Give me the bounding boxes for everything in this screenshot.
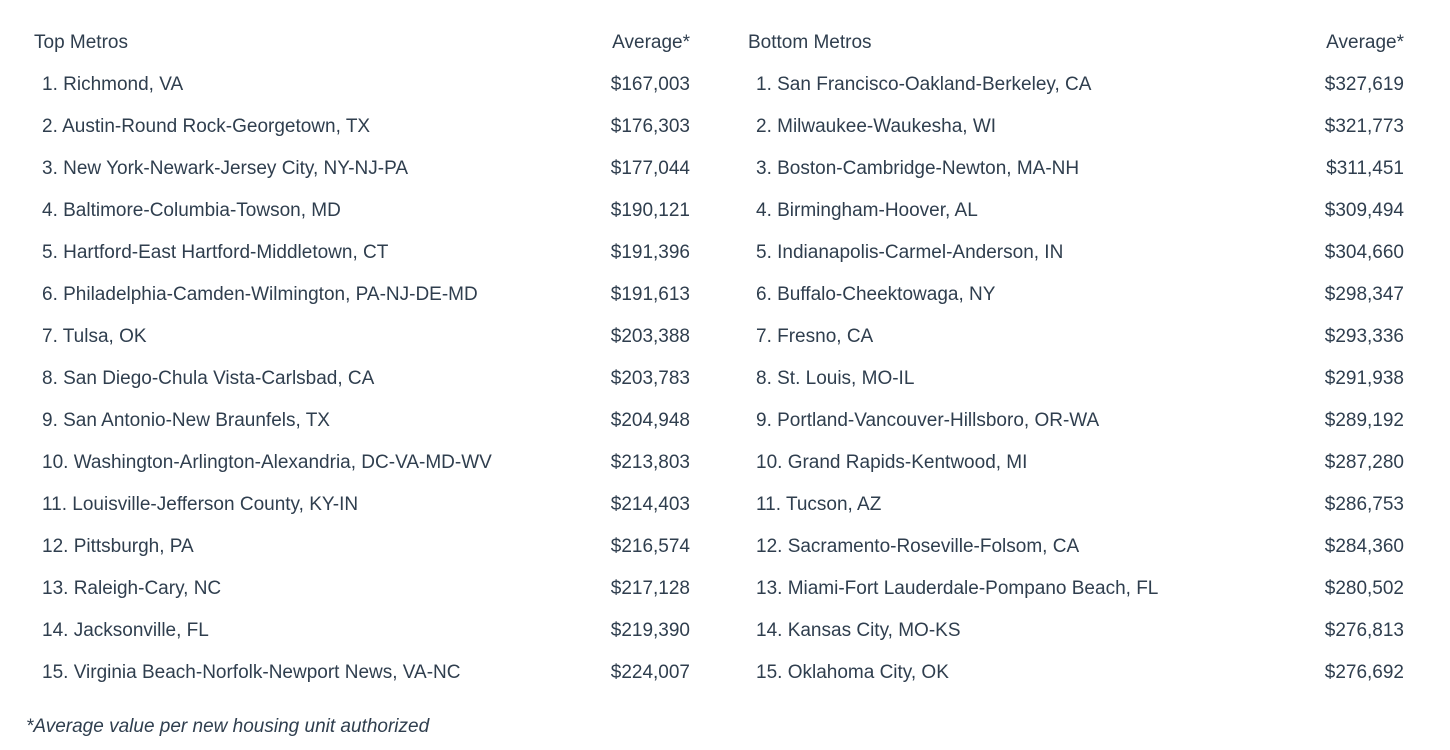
table-row (26, 316, 698, 358)
table-header-row (740, 22, 1412, 64)
metro-name: 11. Tucson, AZ (756, 494, 882, 515)
top-metros-body (26, 64, 698, 694)
table-row (26, 106, 698, 148)
metro-average-value: $219,390 (610, 620, 690, 641)
bottom-metros-header: Bottom Metros (748, 32, 872, 53)
metro-average-value: $213,803 (610, 452, 690, 473)
metro-name: 10. Grand Rapids-Kentwood, MI (756, 452, 1028, 473)
metro-average-value: $224,007 (610, 662, 690, 683)
metro-average-value: $280,502 (1324, 578, 1404, 599)
metro-average-value: $177,044 (610, 158, 690, 179)
metro-name: 13. Raleigh-Cary, NC (42, 578, 222, 599)
metro-average-value: $217,128 (610, 578, 690, 599)
metro-name: 15. Virginia Beach-Norfolk-Newport News, VA-NC (42, 662, 461, 683)
metro-average-value: $191,396 (610, 242, 690, 263)
metro-average-value: $216,574 (610, 536, 690, 557)
top-metros-table (26, 22, 698, 694)
metro-name: 12. Pittsburgh, PA (42, 536, 194, 557)
metro-name: 2. Austin-Round Rock-Georgetown, TX (42, 116, 371, 137)
metro-name: 7. Fresno, CA (756, 326, 874, 347)
metro-name: 6. Buffalo-Cheektowaga, NY (756, 284, 996, 305)
metro-name: 5. Hartford-East Hartford-Middletown, CT (42, 242, 389, 263)
table-row (26, 526, 698, 568)
table-row (740, 358, 1412, 400)
table-row (26, 358, 698, 400)
metro-average-value: $327,619 (1324, 74, 1404, 95)
table-row (740, 652, 1412, 694)
table-row (26, 232, 698, 274)
metro-average-value: $204,948 (610, 410, 690, 431)
table-row (26, 274, 698, 316)
metro-average-value: $304,660 (1324, 242, 1404, 263)
table-row (740, 400, 1412, 442)
table-row (740, 232, 1412, 274)
metro-average-value: $190,121 (610, 200, 690, 221)
metro-name: 8. St. Louis, MO-IL (756, 368, 915, 389)
metro-average-value: $298,347 (1324, 284, 1404, 305)
metro-name: 11. Louisville-Jefferson County, KY-IN (42, 494, 359, 515)
table-row (740, 526, 1412, 568)
metro-name: 4. Birmingham-Hoover, AL (756, 200, 978, 221)
metro-name: 10. Washington-Arlington-Alexandria, DC-VA-MD-WV (42, 452, 492, 473)
metro-average-value: $289,192 (1324, 410, 1404, 431)
metro-average-value: $293,336 (1324, 326, 1404, 347)
table-row (26, 568, 698, 610)
metro-average-value: $167,003 (610, 74, 690, 95)
table-row (740, 106, 1412, 148)
bottom-metros-body (740, 64, 1412, 694)
metro-average-value: $311,451 (1326, 158, 1404, 179)
metro-average-value: $287,280 (1324, 452, 1404, 473)
metro-name: 15. Oklahoma City, OK (756, 662, 949, 683)
table-row (26, 190, 698, 232)
metro-average-value: $286,753 (1324, 494, 1404, 515)
metro-average-value: $276,692 (1324, 662, 1404, 683)
metro-name: 9. Portland-Vancouver-Hillsboro, OR-WA (756, 410, 1100, 431)
metro-average-value: $203,388 (610, 326, 690, 347)
metro-name: 9. San Antonio-New Braunfels, TX (42, 410, 330, 431)
metro-average-value: $191,613 (610, 284, 690, 305)
metro-name: 5. Indianapolis-Carmel-Anderson, IN (756, 242, 1064, 263)
metro-name: 3. Boston-Cambridge-Newton, MA-NH (756, 158, 1080, 179)
metro-average-value: $214,403 (610, 494, 690, 515)
table-row (26, 610, 698, 652)
top-average-header: Average* (612, 32, 690, 53)
table-row (26, 442, 698, 484)
table-row (740, 568, 1412, 610)
metro-name: 3. New York-Newark-Jersey City, NY-NJ-PA (42, 158, 409, 179)
metro-name: 12. Sacramento-Roseville-Folsom, CA (756, 536, 1080, 557)
table-row (740, 190, 1412, 232)
metro-average-value: $309,494 (1324, 200, 1404, 221)
table-row (740, 148, 1412, 190)
metro-name: 14. Jacksonville, FL (42, 620, 209, 641)
table-row (740, 484, 1412, 526)
table-row (740, 316, 1412, 358)
metro-tables (26, 22, 1416, 694)
table-row (26, 148, 698, 190)
metro-name: 7. Tulsa, OK (42, 326, 147, 347)
metro-average-value: $291,938 (1324, 368, 1404, 389)
metro-average-value: $276,813 (1324, 620, 1404, 641)
metro-name: 6. Philadelphia-Camden-Wilmington, PA-NJ-DE-MD (42, 284, 478, 305)
metro-name: 8. San Diego-Chula Vista-Carlsbad, CA (42, 368, 375, 389)
metro-name: 13. Miami-Fort Lauderdale-Pompano Beach, FL (756, 578, 1159, 599)
table-row (740, 610, 1412, 652)
table-header-row (26, 22, 698, 64)
metro-average-value: $176,303 (610, 116, 690, 137)
metro-name: 14. Kansas City, MO-KS (756, 620, 961, 641)
table-row (740, 274, 1412, 316)
metro-name: 1. San Francisco-Oakland-Berkeley, CA (756, 74, 1092, 95)
footnote: *Average value per new housing unit authorized (26, 716, 430, 737)
metro-average-value: $203,783 (610, 368, 690, 389)
metro-name: 1. Richmond, VA (42, 74, 184, 95)
metro-average-value: $321,773 (1324, 116, 1404, 137)
table-row (26, 400, 698, 442)
table-row (26, 484, 698, 526)
table-row (740, 442, 1412, 484)
top-metros-header: Top Metros (34, 32, 128, 53)
table-row (26, 64, 698, 106)
table-row (740, 64, 1412, 106)
metro-average-value: $284,360 (1324, 536, 1404, 557)
metro-name: 4. Baltimore-Columbia-Towson, MD (42, 200, 341, 221)
metro-name: 2. Milwaukee-Waukesha, WI (756, 116, 997, 137)
table-row (26, 652, 698, 694)
bottom-metros-table (740, 22, 1412, 694)
bottom-average-header: Average* (1326, 32, 1404, 53)
